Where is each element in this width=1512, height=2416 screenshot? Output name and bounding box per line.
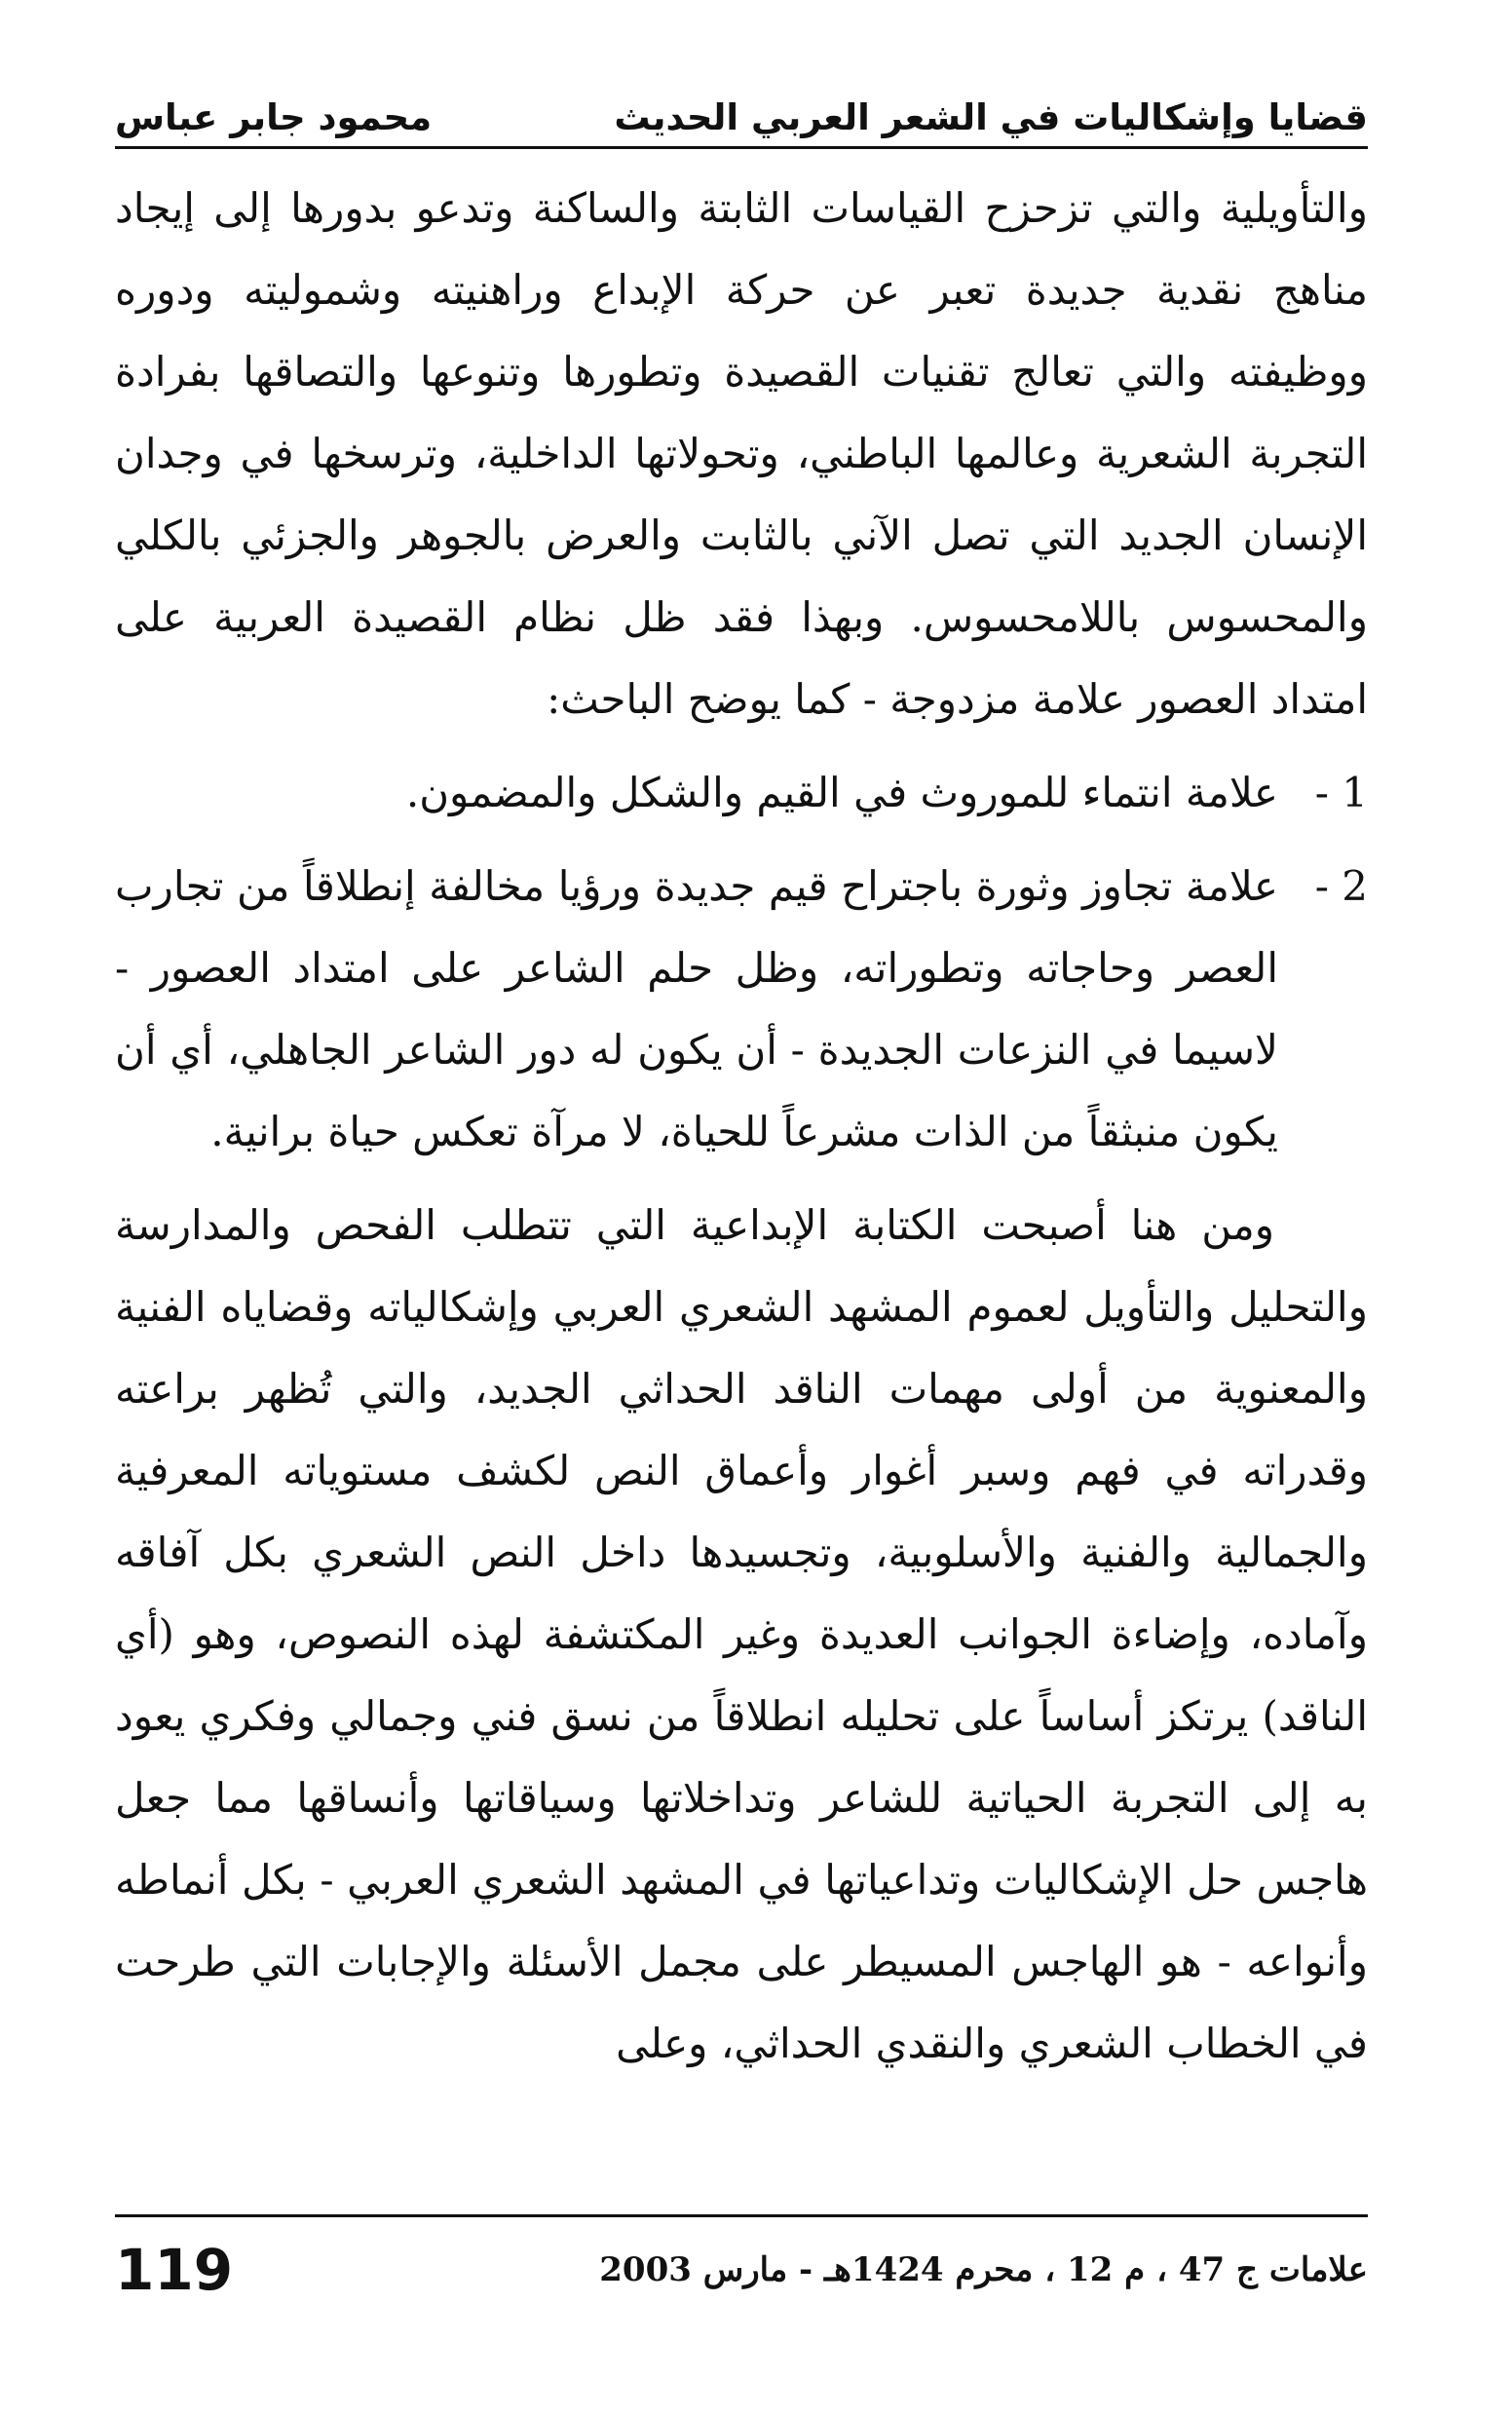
article-body bbox=[115, 168, 1368, 2085]
running-author: محمود جابر عباس bbox=[115, 96, 433, 138]
list-item-1-number: 1 - bbox=[1314, 769, 1368, 816]
list-item-2-text: علامة تجاوز وثورة باجتراح قيم جديدة ورؤيا مخالفة إنطلاقاً من تجارب العصر وحاجاته وتطوراته، وظل حلم الشاعر على امتداد العصور - لاسيما في النزعات الجديدة - أن يكون له دور الشاعر الجاهلي، أي أن يكون منبثقاً من الذات مشرعاً للحياة، لا مرآة تعكس حياة برانية. bbox=[115, 862, 1278, 1155]
header-rule bbox=[115, 146, 1368, 149]
footer-rule bbox=[115, 2214, 1368, 2217]
running-header bbox=[115, 60, 1368, 138]
page-number: 119 bbox=[115, 2237, 234, 2303]
journal-citation: علامات ج 47 ، م 12 ، محرم 1424هـ - مارس 2003 bbox=[599, 2250, 1368, 2289]
running-footer bbox=[115, 2231, 1368, 2309]
list-item-1-text: علامة انتماء للموروث في القيم والشكل والمضمون. bbox=[405, 769, 1278, 816]
list-item-1 bbox=[115, 752, 1368, 834]
list-item-2-number: 2 - bbox=[1314, 862, 1368, 910]
running-title: قضايا وإشكاليات في الشعر العربي الحديث bbox=[614, 96, 1368, 138]
list-item-2 bbox=[115, 846, 1368, 1173]
body-paragraph-2: ومن هنا أصبحت الكتابة الإبداعية التي تتطلب الفحص والمدارسة والتحليل والتأويل لعموم المشهد الشعري العربي وإشكالياته وقضاياه الفنية والمعنوية من أولى مهمات الناقد الحداثي الجديد، والتي تُظهر براعته وقدراته في فهم وسبر أغوار وأعماق النص لكشف مستوياته المعرفية والجمالية والفنية والأسلوبية، وتجسيدها داخل النص الشعري بكل آفاقه وآماده، وإضاءة الجوانب العديدة وغير المكتشفة لهذه النصوص، وهو (أي الناقد) يرتكز أساساً على تحليله انطلاقاً من نسق فني وجمالي وفكري يعود به إلى التجربة الحياتية للشاعر وتداخلاتها وسياقاتها وأنساقها مما جعل هاجس حل الإشكاليات وتداعياتها في المشهد الشعري العربي - بكل أنماطه وأنواعه - هو الهاجس المسيطر على مجمل الأسئلة والإجابات التي طرحت في الخطاب الشعري والنقدي الحداثي، وعلى bbox=[115, 1201, 1368, 2067]
body-paragraph-1: والتأويلية والتي تزحزح القياسات الثابتة والساكنة وتدعو بدورها إلى إيجاد مناهج نقدية جديدة تعبر عن حركة الإبداع وراهنيته وشموليته ودوره ووظيفته والتي تعالج تقنيات القصيدة وتطورها وتنوعها والتصاقها بفرادة التجربة الشعرية وعالمها الباطني، وتحولاتها الداخلية، وترسخها في وجدان الإنسان الجديد التي تصل الآني بالثابت والعرض بالجوهر والجزئي بالكلي والمحسوس باللامحسوس. وبهذا فقد ظل نظام القصيدة العربية على امتداد العصور علامة مزدوجة - كما يوضح الباحث: bbox=[115, 184, 1368, 723]
